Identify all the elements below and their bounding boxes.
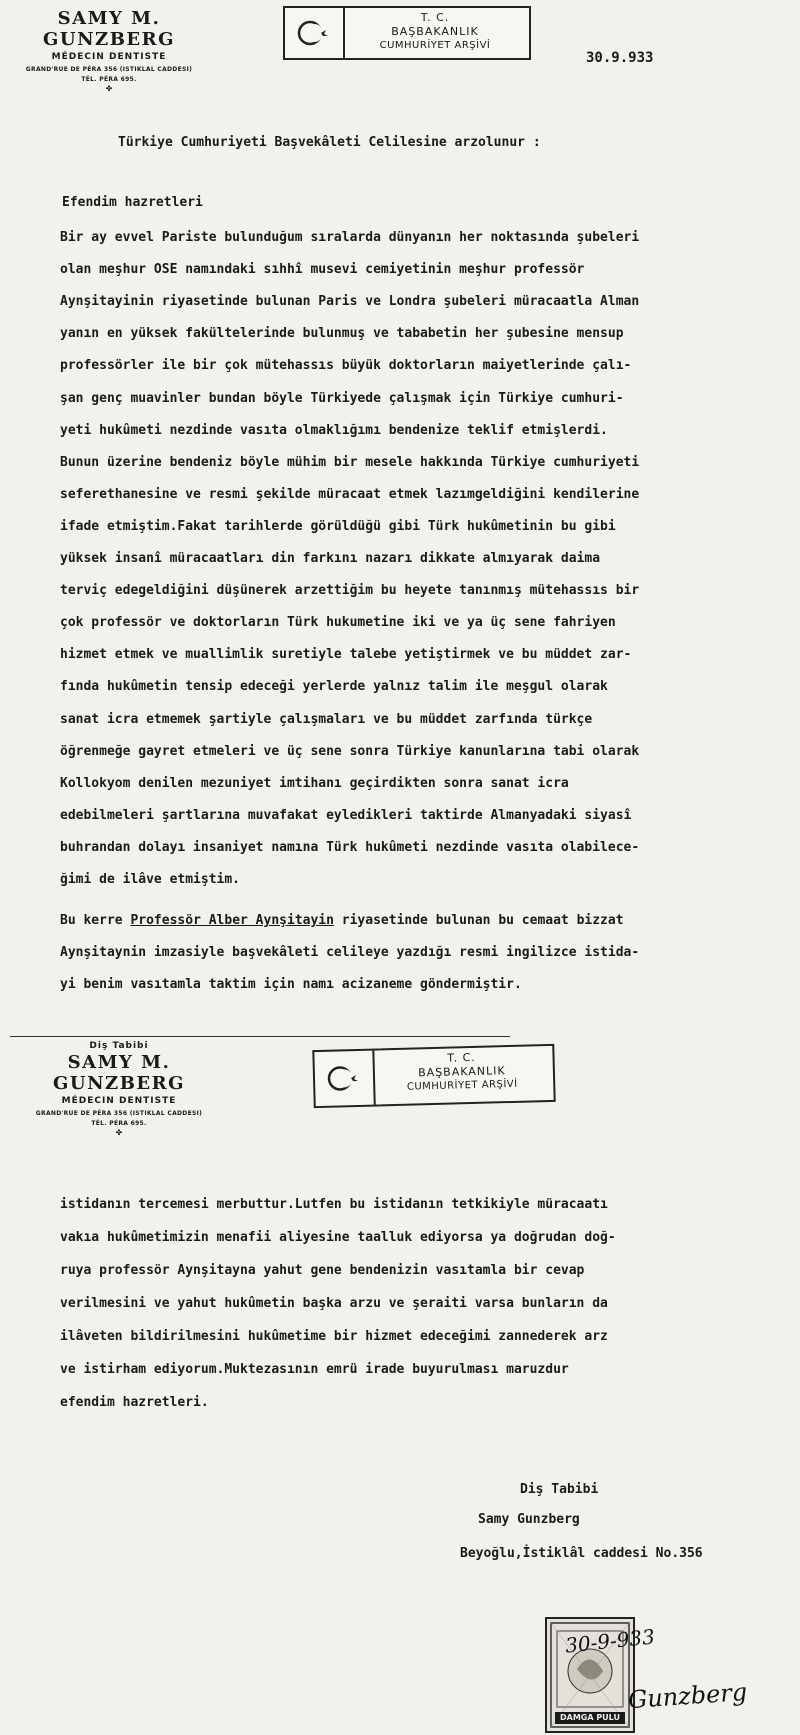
crescent-star-icon: [285, 8, 345, 58]
body-line: ilâveten bildirilmesini hukûmetime bir hizmet edeceğimi zannederek arz: [60, 1329, 608, 1344]
divider: [10, 1036, 510, 1037]
letterhead-2-name: SAMY M. GUNZBERG: [53, 1052, 185, 1094]
body-line: olan meşhur OSE namındaki sıhhî musevi cemiyetinin meşhur professör: [60, 262, 585, 278]
body-line: istidanın tercemesi merbuttur.Lutfen bu istidanın tetkikiyle müracaatı: [60, 1197, 608, 1212]
body-line: buhrandan dolayı insaniyet namına Türk hukûmeti nezdinde vasıta olabilece-: [60, 839, 640, 855]
stamp-2-line-2: BAŞBAKANLIK: [417, 1064, 506, 1080]
letterhead-address: GRAND'RUE DE PÉRA 356 (ISTIKLAL CADDESI): [25, 66, 193, 73]
addressee: Türkiye Cumhuriyeti Başvekâleti Celilesine arzolunur :: [118, 135, 541, 150]
letterhead: [4, 8, 214, 94]
body-line: yanın en yüksek fakültelerinde bulunmuş ve tababetin her şubesine mensup: [60, 326, 624, 342]
stamp-line-3: CUMHURİYET ARŞİVİ: [379, 40, 491, 51]
para2-before: Bu kerre: [60, 913, 131, 928]
body-line: ifade etmiştim.Fakat tarihlerde görüldüğü gibi Türk hukûmetinin bu gibi: [60, 518, 616, 534]
stamp-line-1: T. C.: [420, 11, 450, 24]
letterhead-2-phone: TÉL. PÉRA 695.: [91, 1120, 147, 1127]
letterhead-2: [4, 1041, 234, 1138]
stamp-line-2: BAŞBAKANLIK: [391, 25, 479, 38]
ornament-icon: ✤: [105, 83, 113, 94]
para2-line-2: Aynşitaynin imzasiyle başvekâleti celileye yazdığı resmi ingilizce istida-: [60, 945, 640, 960]
body-line: fında hukûmetin tensip edeceği yerlerde yalnız talim ile meşgul olarak: [60, 679, 608, 695]
body-line: edebilmeleri şartlarına muvafakat eyledikleri taktirde Almanyadaki siyasî: [60, 807, 632, 823]
body-line: Kollokyom denilen mezuniyet imtihanı geçirdikten sonra sanat icra: [60, 775, 569, 791]
professor-name: Professör Alber Aynşitayin: [130, 913, 334, 928]
letterhead-phone: TÉL. PÉRA 695.: [81, 76, 137, 83]
letter-date: 30.9.933: [586, 50, 654, 66]
stamp-2-line-1: T. C.: [447, 1050, 476, 1065]
body-line: ruya professör Aynşitayna yahut gene bendenizin vasıtamla bir cevap: [60, 1263, 585, 1278]
revenue-stamp-label: DAMGA PULU: [559, 1713, 620, 1722]
body-line: efendim hazretleri.: [60, 1395, 209, 1410]
letterhead-title: MÉDECIN DENTISTE: [51, 52, 167, 62]
body-line: terviç edegeldiğini düşünerek arzettiğim bu heyete tanınmış mütehassıs bir: [60, 583, 640, 599]
letterhead-2-address: GRAND'RUE DE PÉRA 356 (ISTIKLAL CADDESI): [35, 1110, 203, 1117]
body-line: Bunun üzerine bendeniz böyle mühim bir mesele hakkında Türkiye cumhuriyeti: [60, 454, 640, 470]
body-line: seferethanesine ve resmi şekilde müracaat etmek lazımgeldiğini kendilerine: [60, 486, 640, 502]
body-line: hizmet etmek ve muallimlik suretiyle talebe yetiştirmek ve bu müddet zar-: [60, 647, 632, 663]
body-line: ğimi de ilâve etmiştim.: [60, 872, 241, 887]
body-line: yüksek insanî müracaatları din farkını nazarı dikkate almıyarak daima: [60, 551, 601, 566]
salutation: Efendim hazretleri: [62, 195, 203, 210]
para2-line-1: [60, 913, 624, 929]
stamp-2-line-3: CUMHURİYET ARŞİVİ: [406, 1078, 518, 1093]
body-line: professörler ile bir çok mütehassıs büyük doktorların maiyetlerinde çalı-: [60, 358, 632, 374]
letterhead-name: SAMY M. GUNZBERG: [43, 8, 175, 50]
ornament-icon: ✤: [115, 1127, 123, 1138]
para2-line-3: yi benim vasıtamla taktim için namı acizaneme göndermiştir.: [60, 977, 522, 992]
para2-after: riyasetinde bulunan bu cemaat bizzat: [333, 913, 624, 928]
signature-address: Beyoğlu,İstiklâl caddesi No.356: [460, 1546, 703, 1561]
signature-title: Diş Tabibi: [520, 1482, 599, 1497]
body-line: öğrenmeğe gayret etmeleri ve üç sene sonra Türkiye kanunlarına tabi olarak: [60, 743, 640, 759]
archive-stamp: [283, 6, 531, 60]
body-line: şan genç muavinler bundan böyle Türkiyede çalışmak için Türkiye cumhuri-: [60, 390, 624, 406]
handwritten-date: 30-9-933: [563, 1624, 656, 1658]
letterhead-2-title: MÉDECIN DENTISTE: [61, 1096, 177, 1106]
body-line: vakıa hukûmetimizin menafii aliyesine taalluk ediyorsa ya doğrudan doğ-: [60, 1230, 616, 1245]
crescent-star-icon: [314, 1051, 375, 1107]
body-line: Bir ay evvel Pariste bulunduğum sıralarda dünyanın her noktasında şubeleri: [60, 230, 640, 245]
body-line: Aynşitayinin riyasetinde bulunan Paris ve Londra şubeleri müracaatla Alman: [60, 294, 640, 310]
body-line: sanat icra etmemek şartiyle çalışmaları ve bu müddet zarfında türkçe: [60, 711, 593, 727]
archive-stamp-2: [312, 1044, 555, 1108]
letterhead-2-prefix: Diş Tabibi: [89, 1041, 149, 1051]
signature-name: Samy Gunzberg: [478, 1512, 580, 1527]
body-line: yeti hukûmeti nezdinde vasıta olmaklığımı bendenize teklif etmişlerdi.: [60, 422, 608, 438]
body-line: verilmesini ve yahut hukûmetin başka arzu ve şeraiti varsa bunların da: [60, 1296, 608, 1311]
body-line: çok professör ve doktorların Türk hukumetine iki ve ya üç sene fahriyen: [60, 615, 616, 631]
handwritten-signature: Gunzberg: [627, 1677, 748, 1715]
body-line: ve istirham ediyorum.Muktezasının emrü irade buyurulması maruzdur: [60, 1362, 569, 1377]
